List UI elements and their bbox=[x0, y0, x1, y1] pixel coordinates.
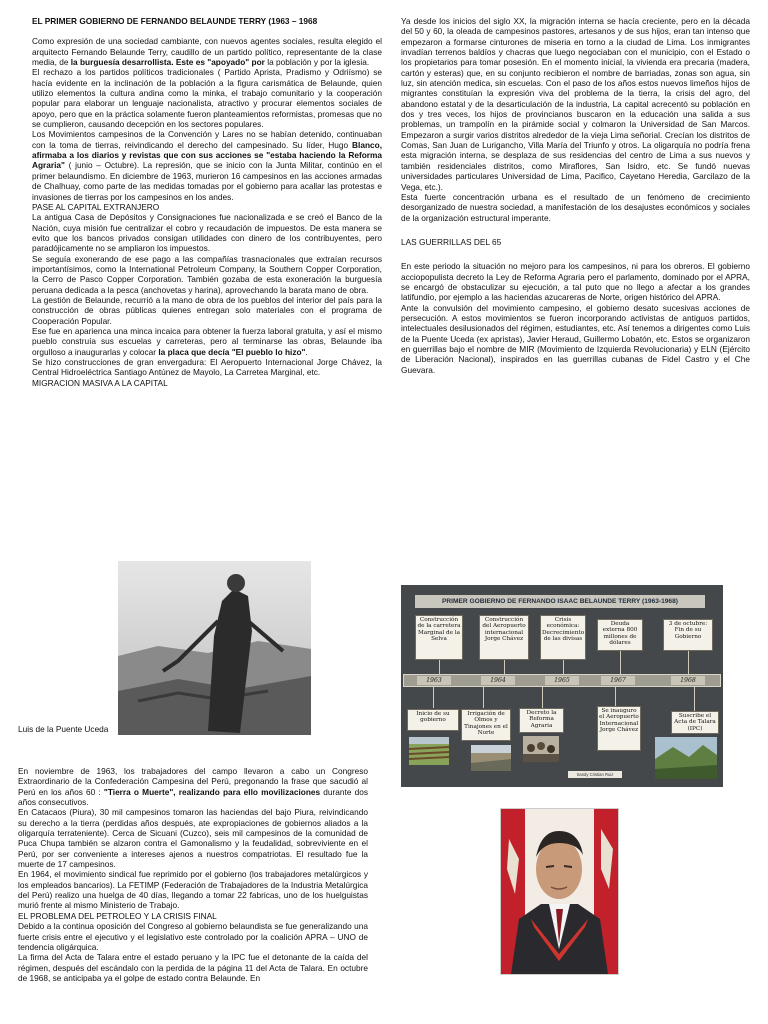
timeline-event-box: 3 de octubre: Fin de su Gobierno bbox=[663, 619, 713, 651]
timeline-year: 1968 bbox=[671, 676, 705, 685]
timeline-connector bbox=[433, 687, 434, 708]
paragraph bbox=[18, 766, 368, 807]
text-span: ( junio – Octubre). La represión, que se inicio con la Junta Militar, continúo en el primer belaundismo. En diciembre de 1963, murieron 16 campesinos en las acciones armadas de Chalhuay, como parte de las medidas tomadas por el gobierno para acallar las protestas e invasiones de tierras por los campesinos en los andes. bbox=[32, 160, 382, 202]
timeline-author: Sandy Cristian Ruiz bbox=[568, 771, 622, 778]
timeline-connector bbox=[483, 687, 484, 708]
timeline-connector bbox=[439, 660, 440, 674]
photo-caption: Luis de la Puente Uceda bbox=[18, 724, 109, 734]
timeline-connector bbox=[504, 660, 505, 674]
text-span: En noviembre de 1963, los trabajadores del campo llevaron a cabo un Congreso Extraordinario de la Confederación Campesina del Perú, pregonando la frase que sacudió al Perú en los años 60 : bbox=[18, 766, 368, 797]
crowd-thumbnail bbox=[523, 736, 559, 762]
timeline-infographic bbox=[401, 585, 723, 787]
timeline-event-box: Decreto la Reforma Agraria bbox=[519, 708, 564, 733]
text-span: la población y por la iglesia. bbox=[264, 57, 370, 68]
portrait-drawing bbox=[501, 809, 618, 974]
section-heading: LAS GUERRILLAS DEL 65 bbox=[401, 236, 502, 247]
paragraph: Esta fuerte concentración urbana es el resultado de un fenómeno de crecimiento desorganizado de nuestra sociedad, a manifestación de los desajustes económicos y sociales de la organización estructural imperante. bbox=[401, 191, 750, 223]
right-column-top bbox=[401, 16, 750, 375]
timeline-year: 1964 bbox=[481, 676, 515, 685]
left-column-bottom bbox=[18, 766, 368, 983]
text-span: Ese fue en aparienca una minca incaica para obtener la fuerza laboral gratuita, y así el mismo pueblo construía sus escuelas y carreteras, pero al terminarse las obras, Belaunde iba orgulloso a inaugurarlas y colocar bbox=[32, 325, 382, 357]
timeline-event-box: Construcción del Aeropuerto internacional Jorge Chávez bbox=[479, 615, 529, 660]
landscape-thumbnail bbox=[655, 737, 717, 779]
timeline-year: 1963 bbox=[417, 676, 451, 685]
timeline-event-box: Crisis económica: Decrecimiento de las divisas bbox=[540, 615, 586, 660]
timeline-event-box: Se inauguro el Aeropuerto Internacional Jorge Chávez bbox=[597, 706, 641, 751]
timeline-event-box: Deuda externa 800 millones de dólares bbox=[597, 619, 643, 651]
timeline-connector bbox=[542, 687, 543, 708]
timeline-connector bbox=[694, 687, 695, 711]
timeline-title: PRIMER GOBIERNO DE FERNANDO ISAAC BELAUNDE TERRY (1963-1968) bbox=[415, 595, 705, 608]
section-heading: PASE AL CAPITAL EXTRANJERO bbox=[32, 201, 160, 212]
irrigation-thumbnail bbox=[471, 745, 511, 771]
section-heading: EL PROBLEMA DEL PETROLEO Y LA CRISIS FINAL bbox=[18, 910, 217, 921]
field-thumbnail bbox=[409, 737, 449, 765]
paragraph: En este periodo la situación no mejoro para los campesinos, ni para los obreros. El gobierno acciopopulista decreto la Ley de Reforma Agraria pero el parlamento, dominado por el APRA, se encargó de obstaculizar su ejecución, a tal puto que no llego a afectar a los grandes latifundio, por ejemplo a las haciendas azucareras de Norte, origen histórico del APRA. bbox=[401, 261, 750, 303]
paragraph: La antigua Casa de Depósitos y Consignaciones fue nacionalizada e se creó el Banco de la Nación, cuya misión fue centralizar el cobro y recaudación de impuestos. De esta manera se evito que los bancos privados consigan utilidades con dinero de los contribuyentes, pero paradójicamente no se ampliaron los impuestos. bbox=[32, 212, 382, 254]
paragraph: Debido a la continua oposición del Congreso al gobierno belaundista se fue generalizando una fuerte crisis entre el ejecutivo y el legislativo este controlado por la coalición APRA – UNO de tendencia oligárquica. bbox=[18, 921, 368, 952]
text-bold: . Este es "apoyado" por bbox=[171, 57, 265, 68]
text-span: durante dos años consecutivos. bbox=[18, 786, 368, 808]
timeline-event-box: Construcción de la carretera Marginal de la Selva bbox=[415, 615, 463, 660]
paragraph: Se seguía exonerando de ese pago a las compañías trasnacionales que extraían recursos importantísimos, como la International Petroleum Company, la Southern Copper Corporation, la Cerro de Pasco Copper Corporation. También gozaba de esta exoneración la burguesía peruana dedicada a la pesca (anchovetas y harina), aprovechando la barata mano de obra. bbox=[32, 253, 382, 295]
text-span: . bbox=[305, 346, 308, 357]
left-column-top bbox=[32, 16, 382, 388]
text-bold: Blanco, afirmaba a los diarios y revistas que con sus acciones se "estaba haciendo la Reforma Agraria" bbox=[32, 139, 382, 171]
timeline-connector bbox=[563, 660, 564, 674]
text-bold: la placa que decía "El pueblo lo hizo" bbox=[158, 346, 306, 357]
article-title: EL PRIMER GOBIERNO DE FERNANDO BELAUNDE TERRY (1963 – 1968 bbox=[32, 16, 318, 26]
timeline-year: 1965 bbox=[545, 676, 579, 685]
paragraph: En Catacaos (Piura), 30 mil campesinos tomaron las haciendas del bajo Piura, reivindicando su derecho a la tierra (perdidas años después, ate expropiaciones de gobiernos aliados a la oligarquía terrateniente). Cerca de Sicuani (Cuzco), seis mil campesinos de la comunidad de Puca Chupa también se alzaron contra el Gamonalismo y la feudalidad, sobreviviente en el Perú, por ser conveniente a intereses ajenos a nuestros compatriotas. El resultado fue la muerte de 17 campesinos. bbox=[18, 807, 368, 870]
timeline-event-box: Suscribe el Acta de Talara (IPC) bbox=[671, 711, 719, 734]
text-bold: la burguesía desarrollista bbox=[70, 57, 172, 68]
text-bold: "Tierra o Muerte", realizando para ello movilizaciones bbox=[103, 786, 321, 797]
paragraph: Ante la convulsión del movimiento campesino, el gobierno desato sucesivas acciones de persecución. A estos movimientos se fueron incorporando activistas de antiguos partidos, intelectuales desilusionados del régimen, estudiantes, etc. Así tenemos a dirigentes como Luis de la Puente Uceda (ex apristas), Javier Heraud, Guillermo Lobatón, etc. Estos se organizaron en guerrillas bajo el nombre de MIR (Movimiento de Izquierda Revolucionaria) y ELN (Ejército de Liberación Nacional), inspirados en las guerrillas cubanas de Fidel Castro y el Che Guevara. bbox=[401, 302, 750, 375]
section-heading: MIGRACION MASIVA A LA CAPITAL bbox=[32, 377, 168, 388]
paragraph: El rechazo a los partidos políticos tradicionales ( Partido Aprista, Pradismo y Odriísmo) se hacía evidente en la inclinación de la población a la figura carismática de Belaunde, quien utilizo elementos la cultura andina como la minka, el trabajo comunitario y la cooperación popular para elaborar un lenguaje nacionalista, atractivo y procurar elementos sociales de apoyo, pero que en la práctica solamente fueron planteamientos reformistas, promesas que no se cumplieron, causando decepción en los sectores populares. bbox=[32, 67, 382, 130]
paragraph: La gestión de Belaunde, recurrió a la mano de obra de los pueblos del interior del país para la construcción de obras públicas quienes entregan solo materiales con el programa de Cooperación Popular. bbox=[32, 294, 382, 326]
paragraph: Ya desde los inicios del siglo XX, la migración interna se hacía creciente, pero en la década del 50 y 60, la oleada de campesinos pastores, artesanos y de sus hijos, eran tan intenso que empezaron a formarse cinturones de miseria en torno a la ciudad de Lima. Los inmigrantes invadían terrenos baldíos y chacras que luego negociaban con el municipio, con el Estado o los propietarios para tomar posesión. En el momento inicial, la vivienda era precaria (madera, cartón y esteras) que, en su conjunto recibieron el nombre de barriadas, zonas son agua, sin luz, sin atención medica, sin escuelas. Con el paso de los años estos nuevos limeños hijos de migrantes constituían la expresión viva del problema de la tierra, la crisis del agro, del abandono estatal y de la desarticulación de la industria, La capital acrecentó su población en dos y tres veces, los hijos de provincianos buscaron en la educación una salida a sus problemas, un trampolín en la pirámide social y colmaron la Universidad de San Marcos. Empezaron a surgir varios distritos alrededor de la vieja Lima señorial. Crecían los distritos de Comas, San Juan de Lurigancho, Villa María del Triunfo y otros. La oligarquía no podría frena esta migración interna, se desplaza de sus residencias del centro de Lima a sus nuevos y también residenciales distritos, como Miraflores, San Isidro, etc. Se fundó nuevas universidades particulares Universidad de Lima, Pacifico, Cayetano Heredia, Garcilazo de la Vega, etc.). bbox=[401, 16, 750, 192]
text-span: Como expresión de una sociedad cambiante, con nuevos agentes sociales, resulta elegido el arquitecto Fernando Belaunde Terry, caudillo de un partido político, representante de la clase media, de bbox=[32, 36, 382, 68]
paragraph bbox=[32, 129, 382, 201]
timeline-event-box: Irrigación de Olmos y Tinajones en el Norte bbox=[461, 709, 511, 741]
belaunde-portrait bbox=[500, 808, 619, 975]
timeline-event-box: Inicio de su gobierno bbox=[407, 709, 459, 731]
timeline-year: 1967 bbox=[601, 676, 635, 685]
timeline-connector bbox=[615, 687, 616, 706]
text-span: Los Movimientos campesinos de la Convención y Lares no se habían detenido, continuaban con la toma de tierras, reivindicando el derecho del campesinado. Su líder, Hugo bbox=[32, 129, 382, 150]
paragraph bbox=[32, 36, 382, 67]
paragraph: La firma del Acta de Talara entre el estado peruano y la IPC fue el detonante de la caída del régimen, después del escándalo con la perdida de la página 11 del Acta de Talara. En octubre de 1968, se anticipaba ya el golpe de estado contra Belaunde. En bbox=[18, 952, 368, 983]
guerrilla-photo-drawing bbox=[118, 561, 311, 735]
guerrilla-photo bbox=[118, 561, 311, 735]
paragraph: Se hizo construcciones de gran envergadura: El Aeropuerto Internacional Jorge Chávez, la Central Hidroeléctrica Santiago Antúnez de Mayolo, La Carretea Marginal, etc. bbox=[32, 357, 382, 378]
timeline-connector bbox=[620, 651, 621, 674]
paragraph bbox=[32, 326, 382, 357]
paragraph: En 1964, el movimiento sindical fue reprimido por el gobierno (los trabajadores metalúrgicos y los empleados bancarios). La FETIMP (Federación de Trabajadores de la Industria Metalúrgica del Perú) realizo una huelga de 40 días, llegando a tomar 22 fabricas, uno de los huelguistas murió frente al mismo Ministerio de Trabajo. bbox=[18, 869, 368, 911]
timeline-connector bbox=[688, 651, 689, 674]
